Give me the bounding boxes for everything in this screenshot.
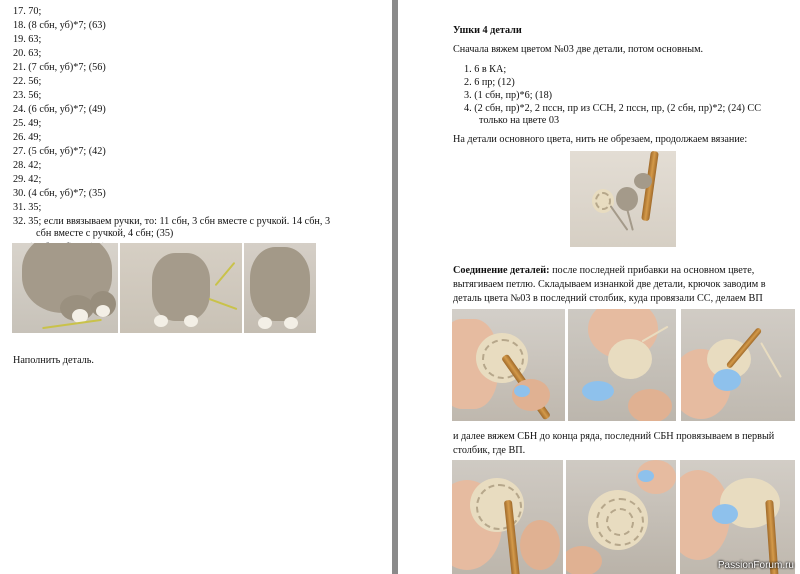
pattern-row: 17. 70;: [13, 6, 42, 17]
photo-joining-step-1: [452, 309, 565, 421]
step-item: 2. 6 пр; (12): [464, 77, 515, 88]
photo-body-back: [120, 243, 242, 333]
join-text: после последней прибавки на основном цвете,: [549, 265, 755, 276]
pattern-row: 27. (5 сбн, уб)*7; (42): [13, 146, 106, 157]
photo-body-front: [12, 243, 118, 333]
step-item-continuation: только на цвете 03: [479, 115, 560, 126]
pattern-row: 31. 35;: [13, 202, 42, 213]
pattern-row: 23. 56;: [13, 90, 42, 101]
join-paragraph-line1: [453, 265, 754, 277]
pattern-row: 29. 42;: [13, 174, 42, 185]
continue-line1: и далее вяжем СБН до конца ряда, последний СБН провязываем в первый: [453, 431, 775, 442]
site-watermark: PassionForum.ru: [717, 560, 794, 571]
pattern-row: 24. (6 сбн, уб)*7; (49): [13, 104, 106, 115]
intro-text: Сначала вяжем цветом №03 две детали, потом основным.: [453, 44, 704, 55]
photo-sc-step-3: [680, 460, 795, 574]
step-item: 1. 6 в КА;: [464, 64, 507, 75]
step-item: 3. (1 сбн, пр)*6; (18): [464, 90, 553, 101]
photo-body-side: [244, 243, 316, 333]
photo-joining-step-3: [681, 309, 795, 421]
pattern-row: 22. 56;: [13, 76, 42, 87]
document-page-right: [398, 0, 800, 574]
continue-line2: столбик, где ВП.: [453, 445, 526, 456]
fill-instruction: Наполнить деталь.: [13, 355, 94, 366]
note-text: На детали основного цвета, нить не обрезаем, продолжаем вязание:: [453, 134, 748, 145]
section-heading: Ушки 4 детали: [453, 25, 522, 36]
photo-ear-pieces: [570, 151, 676, 247]
pattern-row-continuation: сбн вместе с ручкой, 4 сбн; (35): [36, 228, 174, 239]
join-label: Соединение деталей:: [453, 265, 550, 276]
step-item: 4. (2 сбн, пр)*2, 2 псcн, пр из ССН, 2 псcн, пр, (2 сбн, пр)*2; (24) СС: [464, 103, 761, 114]
photo-joining-step-2: [568, 309, 676, 421]
pattern-row: 25. 49;: [13, 118, 42, 129]
pattern-row: 21. (7 сбн, уб)*7; (56): [13, 62, 106, 73]
photo-sc-step-2: [566, 460, 676, 574]
pattern-row: 30. (4 сбн, уб)*7; (35): [13, 188, 106, 199]
pattern-row: 18. (8 сбн, уб)*7; (63): [13, 20, 106, 31]
pattern-row: 26. 49;: [13, 132, 42, 143]
pattern-row: 20. 63;: [13, 48, 42, 59]
join-paragraph-line2: вытягиваем петлю. Складываем изнанкой две детали, крючок заводим в: [453, 279, 766, 290]
join-paragraph-line3: деталь цвета №03 в последний столбик, куда провязали СС, делаем ВП: [453, 293, 763, 304]
document-page-left: [0, 0, 392, 574]
pattern-row: 19. 63;: [13, 34, 42, 45]
pattern-row: 28. 42;: [13, 160, 42, 171]
photo-sc-step-1: [452, 460, 563, 574]
pattern-row: 32. 35; если ввязываем ручки, то: 11 сбн, 3 сбн вместе с ручкой. 14 сбн, 3: [13, 216, 331, 227]
